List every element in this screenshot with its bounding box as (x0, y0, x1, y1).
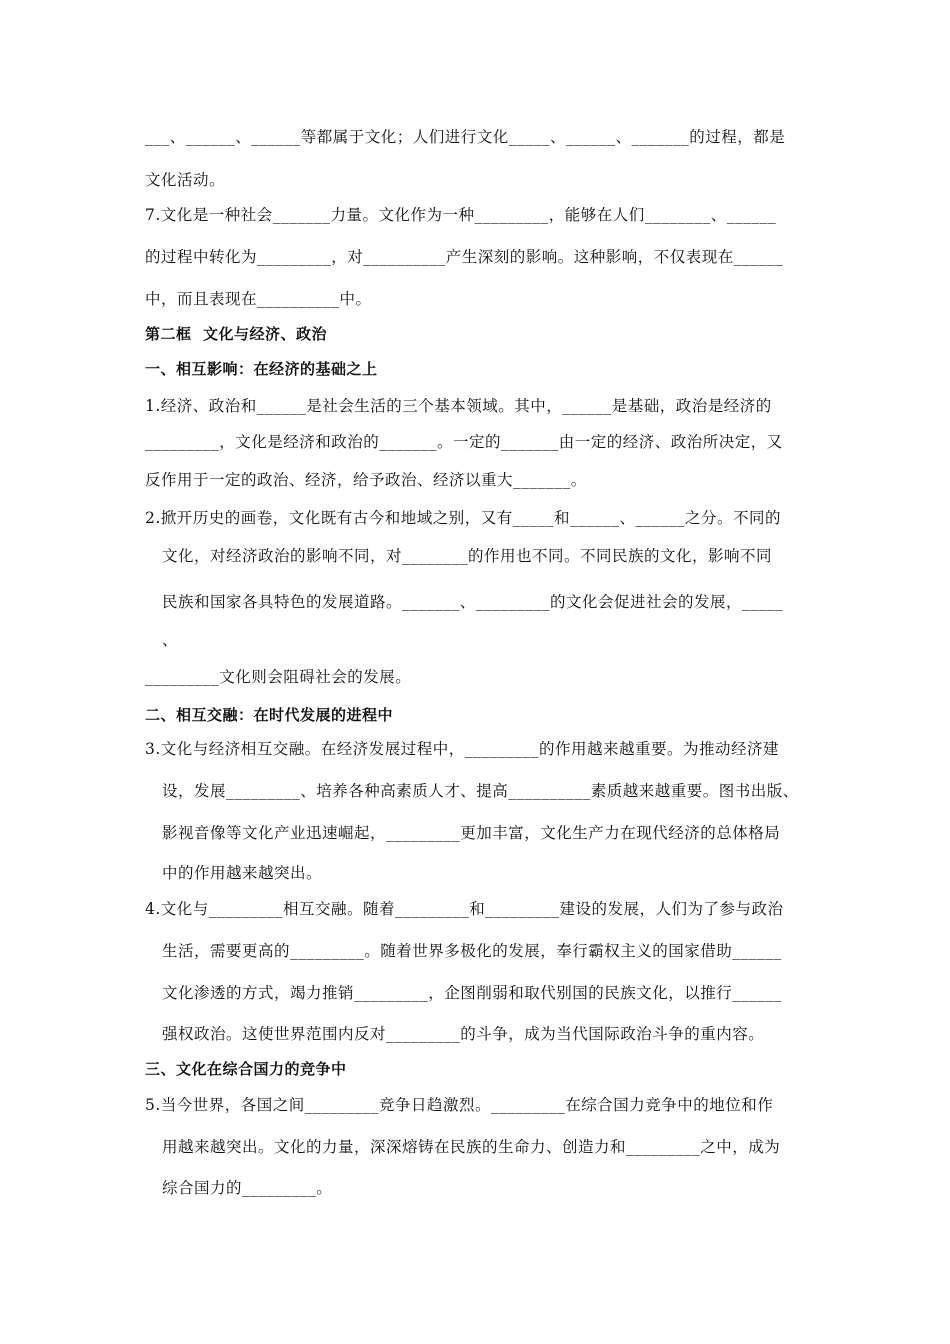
text-line: 用越来越突出。文化的力量，深深熔铸在民族的生命力、创造力和_________之中，成为 (162, 1138, 781, 1156)
text-line: 、 (162, 631, 179, 649)
text-line: 文化活动。 (145, 171, 226, 189)
text-line: 生活，需要更高的_________。随着世界多极化的发展，奉行霸权主义的国家借助______ (162, 942, 782, 960)
section-heading: 第二框 文化与经济、政治 (145, 325, 327, 343)
text-line: 中，而且表现在__________中。 (145, 290, 372, 308)
text-line: 文化，对经济政治的影响不同，对________的作用也不同。不同民族的文化，影响不同 (162, 547, 773, 565)
text-line: 7.文化是一种社会_______力量。文化作为一种_________，能够在人们________、______ (145, 206, 777, 224)
text-line: _________，文化是经济和政治的_______。一定的_______由一定的经济、政治所决定，又 (145, 433, 783, 451)
text-line: 4.文化与_________相互交融。随着_________和_________建设的发展，人们为了参与政治 (145, 900, 784, 918)
text-line: 5.当今世界，各国之间_________竞争日趋激烈。_________在综合国力竞争中的地位和作 (145, 1096, 774, 1114)
text-line: 强权政治。这使世界范围内反对_________的斗争，成为当代国际政治斗争的重内容。 (162, 1025, 765, 1043)
text-line: 民族和国家各具特色的发展道路。_______、_________的文化会促进社会的发展，_____ (162, 593, 784, 611)
text-line: 1.经济、政治和______是社会生活的三个基本领域。其中，______是基础，政治是经济的 (145, 397, 772, 415)
subsection-heading: 一、相互影响：在经济的基础之上 (145, 360, 378, 378)
text-line: 3.文化与经济相互交融。在经济发展过程中，_________的作用越来越重要。为推动经济建 (145, 740, 780, 758)
text-line: 综合国力的_________。 (162, 1179, 333, 1197)
text-line: 文化渗透的方式，竭力推销_________，企图削弱和取代别国的民族文化，以推行______ (162, 984, 782, 1002)
text-line: 反作用于一定的政治、经济，给予政治、经济以重大_______。 (145, 471, 587, 489)
text-line: ___、______、______等都属于文化；人们进行文化_____、______、_______的过程，都是 (145, 128, 786, 146)
text-line: _________文化则会阻碍社会的发展。 (145, 668, 412, 686)
text-line: 中的作用越来越突出。 (162, 864, 323, 882)
text-line: 影视音像等文化产业迅速崛起，_________更加丰富，文化生产力在现代经济的总体格局 (162, 824, 781, 842)
text-line: 设，发展_________、培养各种高素质人才、提高__________素质越来越重要。图书出版、 (162, 782, 799, 800)
subsection-heading: 三、文化在综合国力的竞争中 (145, 1060, 347, 1078)
text-line: 的过程中转化为_________，对__________产生深刻的影响。这种影响，不仅表现在______ (145, 248, 784, 266)
text-line: 2.掀开历史的画卷，文化既有古今和地域之别，又有_____和______、______之分。不同的 (145, 509, 782, 527)
subsection-heading: 二、相互交融：在时代发展的进程中 (145, 706, 394, 724)
